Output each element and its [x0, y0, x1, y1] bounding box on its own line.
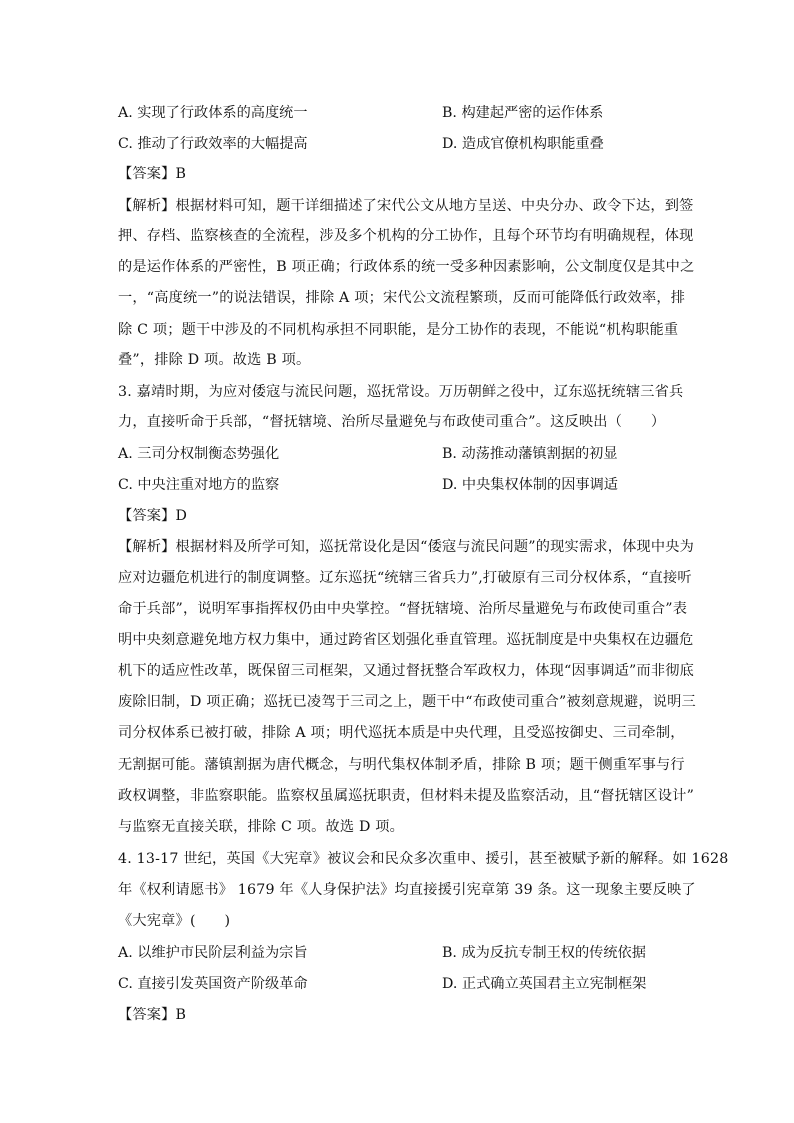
q3-analysis-line: 废除旧制，D 项正确；巡抚已凌驾于三司之上，题干中“布政使司重合”被刻意规避，说明三 — [118, 694, 696, 710]
q4-stem-line: 4. 13-17 世纪，英国《大宪章》被议会和民众多次重申、援引，甚至被赋予新的解释。如 1628 — [118, 851, 729, 867]
q3-analysis-line: 明中央刻意避免地方权力集中，通过跨省区划强化垂直管理。巡抚制度是中央集权在边疆危 — [118, 632, 694, 648]
q3-analysis-line: 命于兵部”，说明军事指挥权仍由中央掌控。“督抚辖境、治所尽量避免与布政使司重合”表 — [118, 601, 688, 617]
q4-option-b: B. 成为反抗专制王权的传统依据 — [442, 945, 646, 961]
q3-analysis-line: 与监察无直接关联，排除 C 项。故选 D 项。 — [118, 819, 405, 835]
q4-option-d: D. 正式确立英国君主立宪制框架 — [442, 976, 647, 992]
q3-analysis-line: 应对边疆危机进行的制度调整。辽东巡抚“统辖三省兵力”,打破原有三司分权体系，“直接听 — [118, 570, 692, 586]
q4-option-c: C. 直接引发英国资产阶级革命 — [118, 976, 308, 992]
q2-option-c: C. 推动了行政效率的大幅提高 — [118, 136, 308, 152]
q4-answer: 【答案】B — [118, 1007, 187, 1023]
q3-analysis-line: 司分权体系已被打破，排除 A 项；明代巡抚本质是中央代理，且受巡按御史、三司牵制， — [118, 725, 685, 741]
q3-stem-line: 3. 嘉靖时期，为应对倭寇与流民问题，巡抚常设。万历朝鲜之役中，辽东巡抚统辖三省兵 — [118, 384, 684, 400]
q2-analysis-line: 押、存档、监察核查的全流程，涉及多个机构的分工协作，且每个环节均有明确规程，体现 — [118, 228, 694, 244]
q3-answer: 【答案】D — [118, 508, 188, 524]
q3-stem-line: 力，直接听命于兵部，“督抚辖境、治所尽量避免与布政使司重合”。这反映出（ ） — [118, 414, 666, 430]
q2-option-a: A. 实现了行政体系的高度统一 — [118, 105, 308, 121]
q2-analysis-line: 一，“高度统一”的说法错误，排除 A 项；宋代公文流程繁琐，反而可能降低行政效率，排 — [118, 290, 686, 306]
q4-stem-line: 《大宪章》( ) — [118, 913, 231, 929]
q3-analysis-line: 【解析】根据材料及所学可知，巡抚常设化是因“倭寇与流民问题”的现实需求，体现中央为 — [118, 539, 695, 555]
q2-option-d: D. 造成官僚机构职能重叠 — [442, 136, 604, 152]
q2-analysis-line: 【解析】根据材料可知，题干详细描述了宋代公文从地方呈送、中央分办、政令下达，到签 — [118, 198, 694, 214]
q4-option-a: A. 以维护市民阶层利益为宗旨 — [118, 945, 308, 961]
q2-analysis-line: 的是运作体系的严密性，B 项正确；行政体系的统一受多种因素影响，公文制度仅是其中之 — [118, 259, 695, 275]
q3-option-c: C. 中央注重对地方的监察 — [118, 477, 280, 493]
q3-option-b: B. 动荡推动藩镇割据的初显 — [442, 446, 618, 462]
q3-analysis-line: 机下的适应性改革，既保留三司框架，又通过督抚整合军政权力，体现“因事调适”而非彻底 — [118, 663, 695, 679]
q3-analysis-line: 无割据可能。藩镇割据为唐代概念，与明代集权体制矛盾，排除 B 项；题干侧重军事与行 — [118, 757, 685, 773]
q2-option-b: B. 构建起严密的运作体系 — [442, 105, 604, 121]
q4-stem-line: 年《权利请愿书》 1679 年《人身保护法》均直接援引宪章第 39 条。这一现象主要反映了 — [118, 882, 696, 898]
q2-answer: 【答案】B — [118, 166, 187, 182]
q3-option-d: D. 中央集权体制的因事调适 — [442, 477, 618, 493]
q3-analysis-line: 政权调整，非监察职能。监察权虽属巡抚职责，但材料未提及监察活动，且“督抚辖区设计” — [118, 788, 695, 804]
q2-analysis-line: 除 C 项；题干中涉及的不同机构承担不同职能，是分工协作的表现，不能说“机构职能重 — [118, 322, 679, 338]
q2-analysis-line: 叠”，排除 D 项。故选 B 项。 — [118, 352, 311, 368]
q3-option-a: A. 三司分权制衡态势强化 — [118, 446, 280, 462]
